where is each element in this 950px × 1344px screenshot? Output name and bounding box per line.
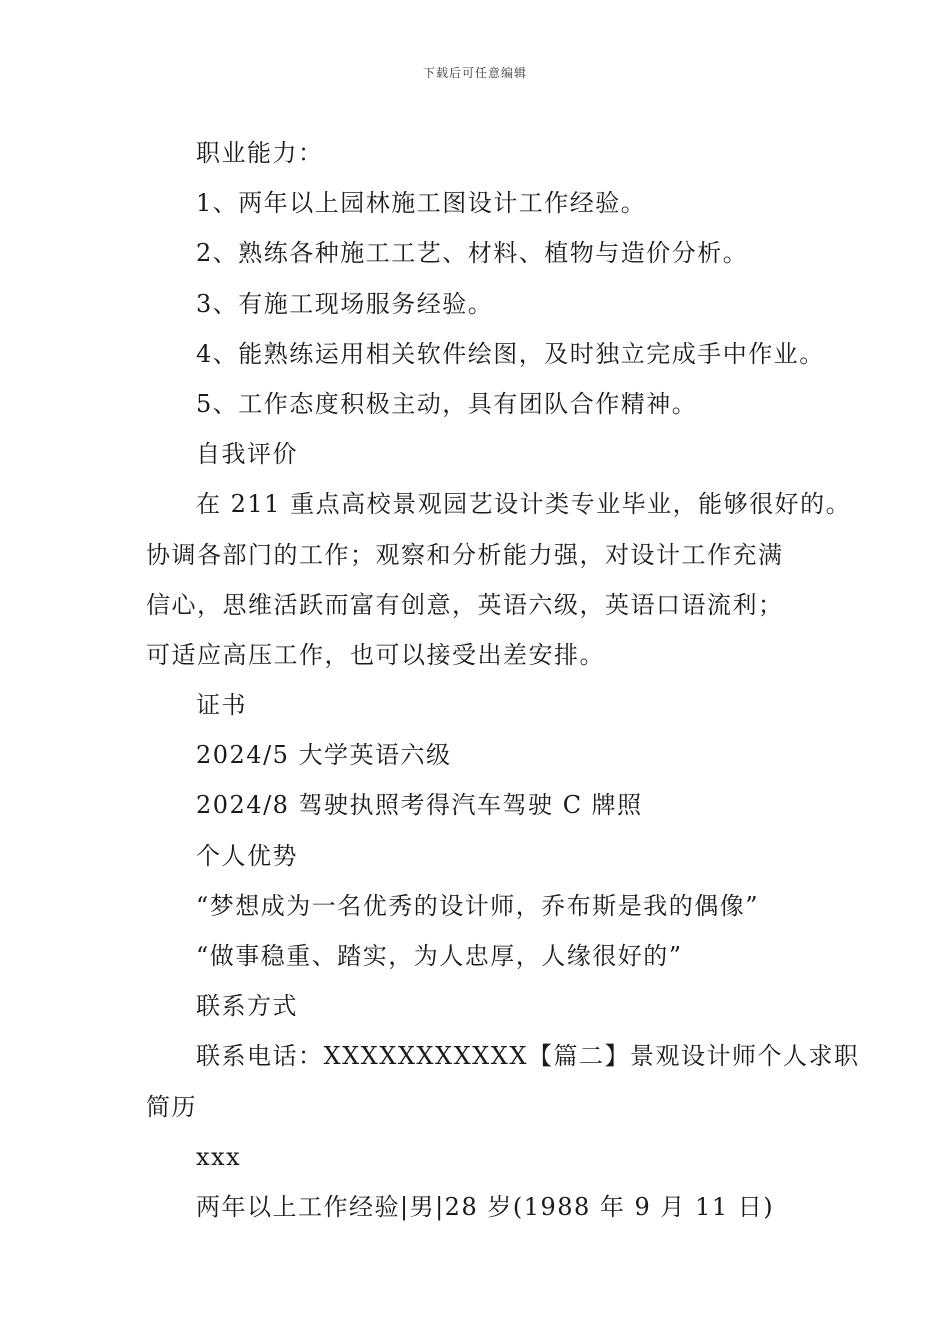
certificate-item-2: 2024/8 驾驶执照考得汽车驾驶 C 牌照	[196, 791, 643, 820]
skill-item-3: 3、有施工现场服务经验。	[196, 289, 494, 318]
section-heading-contact: 联系方式	[196, 992, 298, 1021]
candidate-name: xxx	[196, 1142, 242, 1171]
skill-item-5: 5、工作态度积极主动，具有团队合作精神。	[196, 389, 698, 418]
certificate-item-1: 2024/5 大学英语六级	[196, 741, 452, 770]
strength-quote-1: “梦想成为一名优秀的设计师，乔布斯是我的偶像”	[196, 891, 760, 920]
strength-quote-2: “做事稳重、踏实，为人忠厚，人缘很好的”	[196, 942, 683, 970]
section-heading-certificates: 证书	[196, 691, 247, 720]
contact-phone-line: 联系电话：XXXXXXXXXXX【篇二】景观设计师个人求职	[196, 1042, 860, 1071]
section-heading-strengths: 个人优势	[196, 841, 298, 870]
document-body	[146, 128, 860, 1232]
skill-item-1: 1、两年以上园林施工图设计工作经验。	[196, 189, 647, 218]
section-heading-self-evaluation: 自我评价	[196, 440, 298, 469]
skill-item-2: 2、熟练各种施工工艺、材料、植物与造价分析。	[196, 239, 749, 268]
section-heading-skills: 职业能力：	[196, 139, 324, 167]
self-evaluation-line-2: 协调各部门的工作；观察和分析能力强，对设计工作充满	[146, 540, 784, 569]
self-evaluation-line-3: 信心，思维活跃而富有创意，英语六级，英语口语流利；	[146, 590, 784, 619]
candidate-summary: 两年以上工作经验|男|28 岁(1988 年 9 月 11 日)	[196, 1192, 775, 1221]
page-header: 下载后可任意编辑	[422, 66, 527, 80]
self-evaluation-line-4: 可适应高压工作，也可以接受出差安排。	[146, 640, 605, 669]
contact-phone-line-continued: 简历	[146, 1092, 197, 1121]
self-evaluation-line-1: 在 211 重点高校景观园艺设计类专业毕业，能够很好的。	[196, 490, 852, 519]
skill-item-4: 4、能熟练运用相关软件绘图，及时独立完成手中作业。	[196, 339, 825, 368]
